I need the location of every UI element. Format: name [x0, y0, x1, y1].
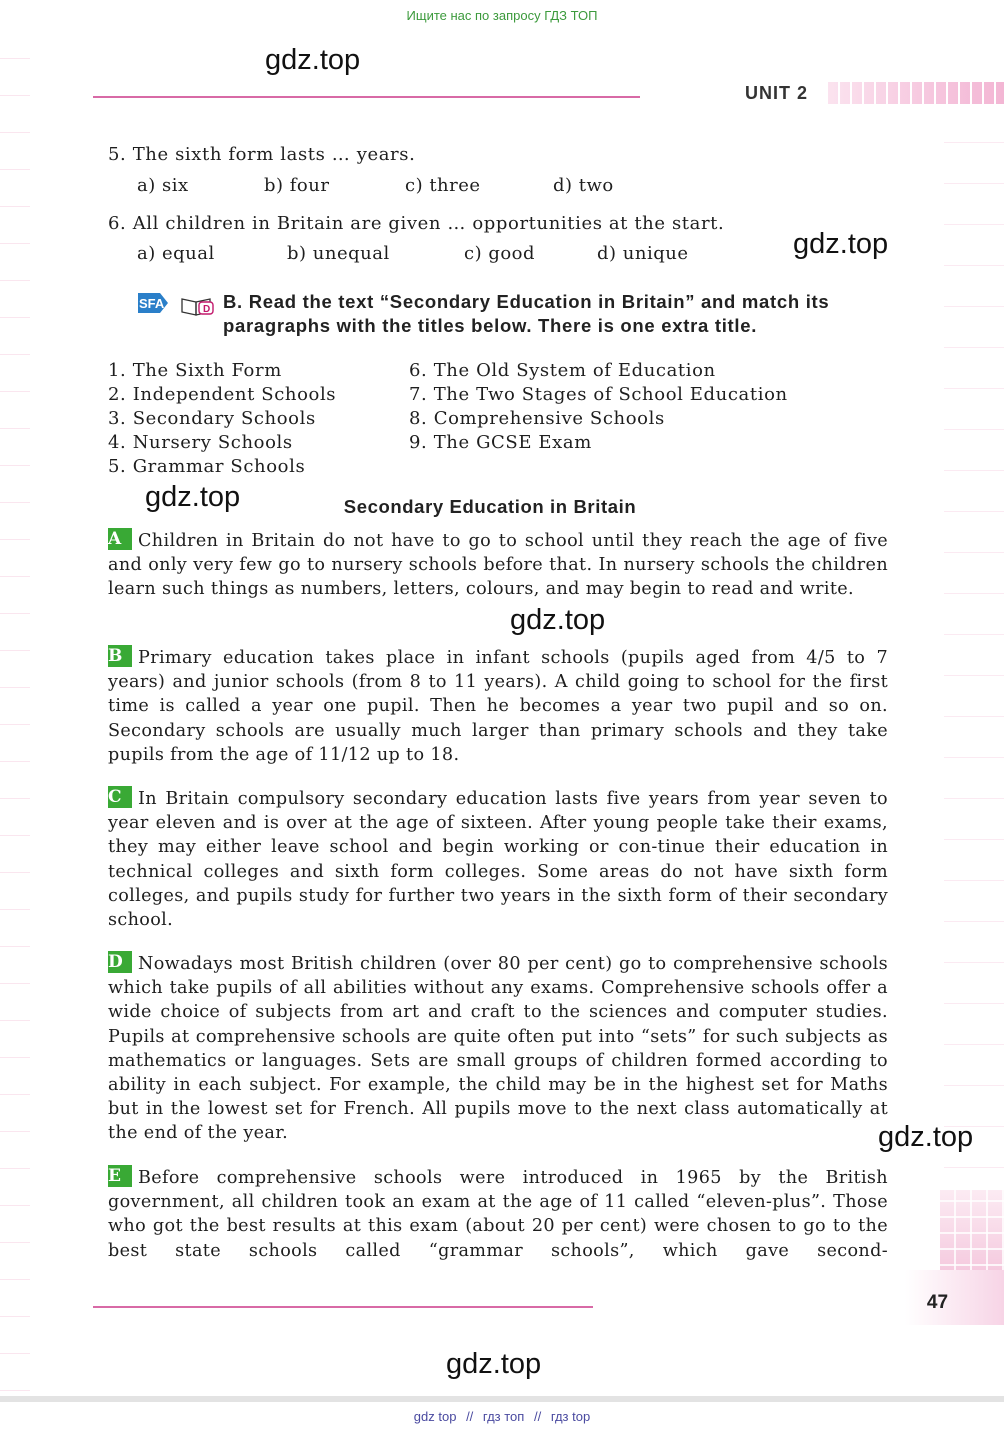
question-5-option-b: b) four [264, 175, 330, 196]
question-6-option-c: c) good [464, 243, 536, 264]
title-item: 2. Independent Schools [108, 384, 337, 405]
footer-separator: // [533, 1409, 542, 1424]
paragraph-letter-badge: A [108, 528, 132, 550]
title-item: 1. The Sixth Form [108, 360, 282, 381]
footer-rule [93, 1306, 593, 1308]
article-title: Secondary Education in Britain [343, 496, 637, 517]
header-rule [93, 96, 640, 98]
footer-band [0, 1396, 1004, 1402]
watermark: gdz.top [145, 481, 241, 513]
paragraph-a [108, 528, 888, 602]
unit-number: 2 [797, 83, 809, 103]
paragraph-d [108, 951, 888, 1146]
paragraph-letter-badge: B [108, 645, 132, 667]
paragraph-text: Before comprehensive schools were introduced in 1965 by the British government, all children took an exam at the age of 11 called “eleven-plus”. Those who got the best results at this exam (about 20 per cent) were chosen to go to the best state schools called “grammar schools”, which gave second- [108, 1168, 888, 1261]
title-item: 7. The Two Stages of School Education [409, 384, 788, 405]
paragraph-letter-badge: D [108, 951, 132, 973]
svg-text:SFA: SFA [139, 296, 165, 311]
title-item: 6. The Old System of Education [409, 360, 716, 381]
question-6-stem: 6. All children in Britain are given … opportunities at the start. [108, 213, 725, 234]
paragraph-text: Children in Britain do not have to go to school until they reach the age of five and only very few go to nursery schools before that. In nursery schools the children learn such things as numbers, letters, colours, and may begin to read and write. [108, 531, 888, 600]
question-5-stem: 5. The sixth form lasts … years. [108, 144, 416, 165]
unit-label [745, 83, 808, 104]
book-icon [180, 295, 214, 317]
task-instruction: B. Read the text “Secondary Education in Britain” and match its paragraphs with the titles below. There is one extra title. [223, 291, 830, 336]
top-banner[interactable]: Ищите нас по запросу ГДЗ ТОП [406, 8, 598, 23]
title-item: 9. The GCSE Exam [409, 432, 592, 453]
unit-word: UNIT [745, 83, 791, 103]
question-6-option-b: b) unequal [287, 243, 390, 264]
question-5-option-c: c) three [405, 175, 481, 196]
paragraph-text: Nowadays most British children (over 80 per cent) go to comprehensive schools which take pupils of all abilities without any exams. Comprehensive schools offer a wide choice of subjects from art and craft to the sciences and computer studies. Pupils at comprehensive schools are quite often put into “sets” for such subjects as mathematics or languages. Sets are small groups of children formed according to ability in each subject. For example, the child may be in the highest set for Maths but in the lowest set for French. All pupils move to the next class automatically at the end of the year. [108, 954, 888, 1144]
question-5-option-a: a) six [137, 175, 189, 196]
watermark: gdz.top [510, 604, 606, 636]
question-6-option-d: d) unique [597, 243, 689, 264]
paragraph-e [108, 1165, 888, 1263]
watermark: gdz.top [793, 228, 889, 260]
svg-text:D: D [203, 304, 211, 315]
title-item: 5. Grammar Schools [108, 456, 306, 477]
paragraph-text: In Britain compulsory secondary education lasts five years from year seven to year eleven and is over at the age of sixteen. After young people take their exams, they may either leave school and begin working or con-tinue their education in technical colleges and sixth form colleges. Some areas do not have sixth form colleges, and pupils study for further two years in the sixth form of their secondary school. [108, 789, 888, 931]
paragraph-text: Primary education takes place in infant schools (pupils aged from 4/5 to 7 years) and junior schools (from 8 to 11 years). A child going to school for the first time is called a year one pupil. Then he becomes a year two pupil and so on. Secondary schools are usually much larger than primary schools and they take pupils from the age of 11/12 up to 18. [108, 648, 888, 765]
footer-separator: // [466, 1409, 474, 1424]
footer-link[interactable]: гдз top [550, 1409, 591, 1424]
corner-decor-grid [940, 1190, 1004, 1280]
watermark: gdz.top [265, 44, 361, 76]
footer-link[interactable]: гдз топ [482, 1409, 525, 1424]
question-5-option-d: d) two [553, 175, 614, 196]
title-item: 8. Comprehensive Schools [409, 408, 665, 429]
watermark: gdz.top [446, 1348, 542, 1380]
sfa-icon [136, 290, 170, 316]
page-number: 47 [926, 1292, 949, 1313]
paragraph-b [108, 645, 888, 767]
footer-link[interactable]: gdz top [413, 1409, 457, 1424]
paragraph-letter-badge: C [108, 786, 132, 808]
watermark: gdz.top [878, 1121, 974, 1153]
footer-links [0, 1409, 1004, 1424]
question-6-option-a: a) equal [137, 243, 215, 264]
unit-decor-dots [828, 82, 1004, 104]
right-decor-pattern [944, 120, 1004, 1180]
paragraph-c [108, 786, 888, 932]
title-item: 3. Secondary Schools [108, 408, 316, 429]
title-item: 4. Nursery Schools [108, 432, 293, 453]
paragraph-letter-badge: E [108, 1165, 132, 1187]
left-decor-pattern [0, 40, 30, 1400]
